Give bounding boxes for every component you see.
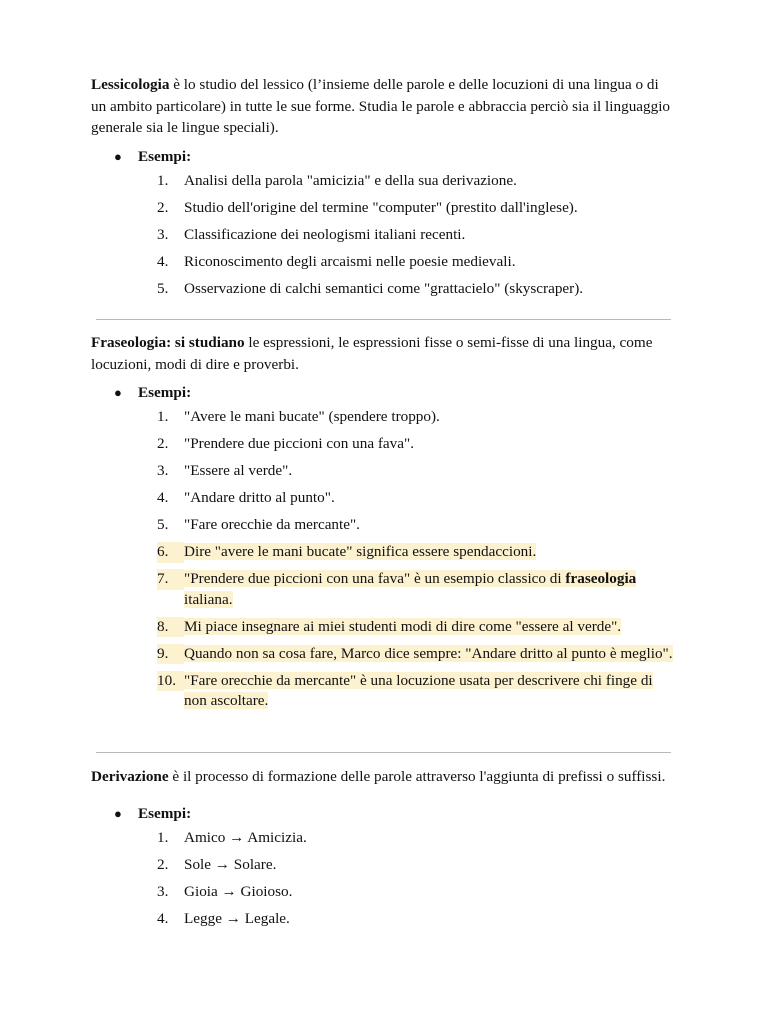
list-item-highlighted: 8. Mi piace insegnare ai miei studenti modi di dire come "essere al verde". [91, 617, 676, 638]
bullet-icon: ● [114, 148, 122, 164]
examples-bullet [91, 802, 676, 826]
bullet-icon: ● [114, 385, 122, 400]
examples-list [91, 407, 676, 712]
term-lessicologia: Lessicologia [91, 76, 170, 93]
list-item: 5. "Fare orecchie da mercante". [157, 516, 360, 533]
section-intro: Fraseologia: si studiano le espressioni, le espressioni fisse o semi-fisse di una lingua, come locuzioni, modi di dire e proverbi. [91, 334, 653, 373]
list-item-highlighted: 9. Quando non sa cosa fare, Marco dice sempre: "Andare dritto al punto è meglio". [91, 644, 676, 665]
examples-list [91, 828, 676, 930]
list-item: 1. Analisi della parola "amicizia" e della sua derivazione. [157, 171, 517, 189]
section-fraseologia [91, 332, 676, 712]
examples-label: Esempi: [138, 384, 192, 401]
section-divider [96, 752, 671, 753]
list-item: 3. Gioia → Gioioso. [157, 882, 293, 900]
document-page [91, 74, 676, 306]
examples-bullet [91, 381, 676, 405]
list-item-highlighted: 7. "Prendere due piccioni con una fava" è un esempio classico di fraseologia italiana. [157, 570, 637, 608]
list-item: 3. Classificazione dei neologismi italiani recenti. [157, 225, 466, 243]
section-intro: Lessicologia è lo studio del lessico (l’insieme delle parole e delle locuzioni di una lingua o di un ambito particolare) in tutte le sue forme. Studia le parole e abbraccia perciò sia il linguaggio generale sia le lingue speciali). [91, 76, 671, 136]
term-derivazione: Derivazione [91, 768, 169, 785]
section-lessicologia [91, 74, 676, 299]
list-item: 4. Legge → Legale. [157, 909, 290, 927]
list-item: 4. "Andare dritto al punto". [157, 489, 335, 506]
list-item: 2. "Prendere due piccioni con una fava". [157, 435, 414, 452]
list-item: 5. Osservazione di calchi semantici come "grattacielo" (skyscraper). [157, 279, 584, 297]
examples-bullet [91, 145, 676, 169]
section-intro: Derivazione è il processo di formazione delle parole attraverso l'aggiunta di prefissi o suffissi. [91, 768, 666, 785]
section-divider [96, 319, 671, 320]
list-item: 1. Amico → Amicizia. [157, 828, 307, 846]
list-item-highlighted: 6. Dire "avere le mani bucate" significa essere spendaccioni. [91, 542, 676, 563]
document-page-2 [91, 332, 676, 730]
examples-list [91, 171, 676, 300]
list-item: 4. Riconoscimento degli arcaismi nelle poesie medievali. [157, 252, 516, 270]
list-item-highlighted: 10. "Fare orecchie da mercante" è una locuzione usata per descrivere chi finge di non ascoltare. [157, 671, 653, 709]
document-page-3 [91, 766, 676, 947]
list-item: 1. "Avere le mani bucate" (spendere troppo). [157, 408, 440, 425]
list-item: 3. "Essere al verde". [157, 462, 293, 479]
bold-term: fraseologia [565, 570, 637, 587]
examples-label: Esempi: [138, 147, 192, 165]
list-item: 2. Sole → Solare. [157, 855, 277, 873]
section-derivazione [91, 766, 676, 929]
bullet-icon: ● [114, 805, 122, 821]
examples-label: Esempi: [138, 804, 192, 822]
list-item: 2. Studio dell'origine del termine "computer" (prestito dall'inglese). [157, 198, 578, 216]
term-fraseologia: Fraseologia: si studiano [91, 334, 245, 351]
